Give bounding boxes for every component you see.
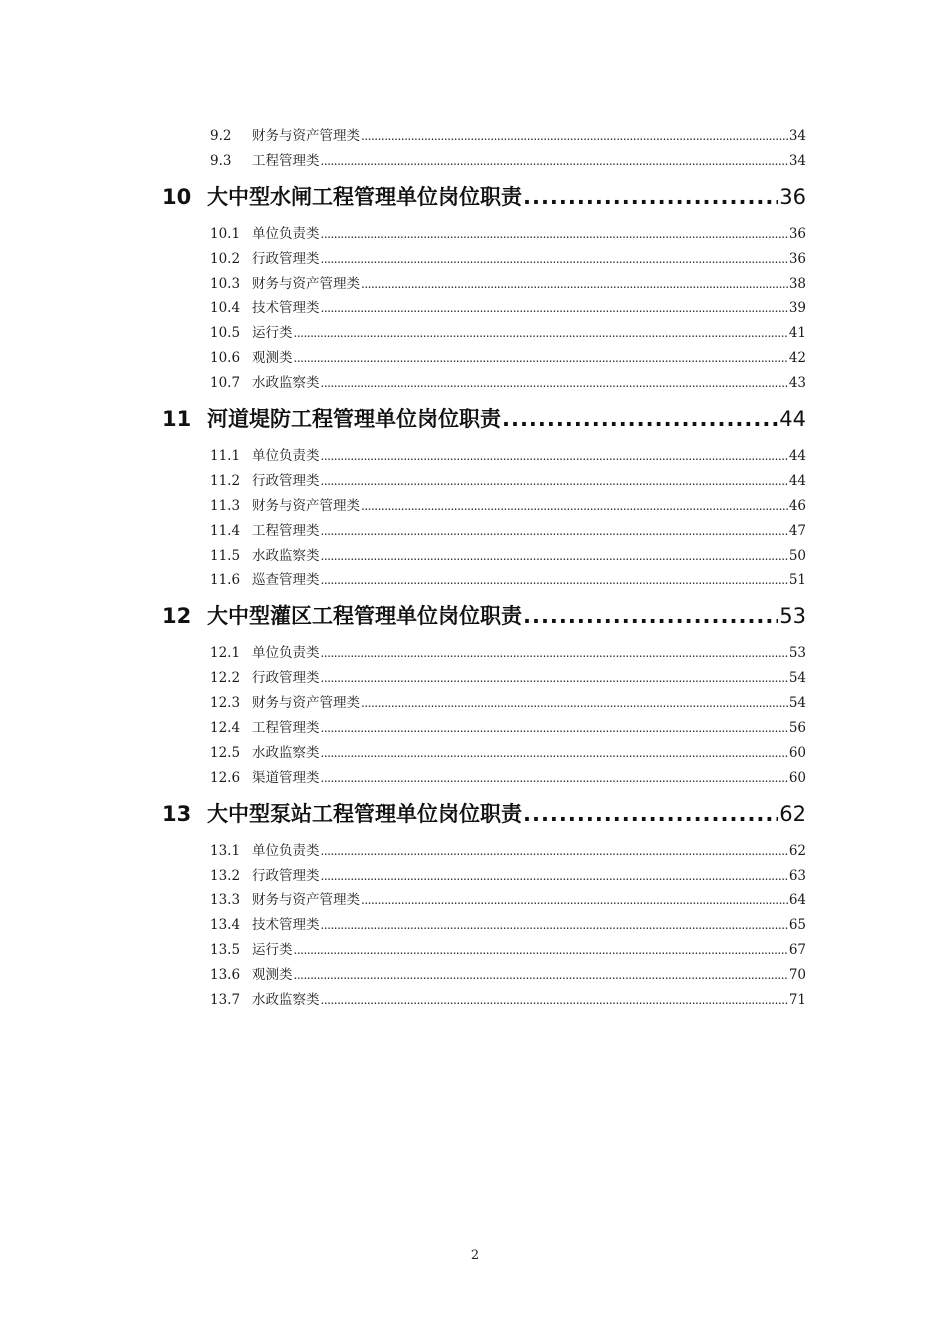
chapter-page: 44 (779, 407, 806, 432)
toc-chapter-13[interactable] (162, 797, 806, 832)
dot-leader (321, 222, 788, 247)
toc-entry-12-5[interactable] (162, 741, 806, 766)
dot-leader (321, 149, 788, 174)
toc-entry-page: 34 (788, 128, 806, 144)
toc-entry-number: 13.7 (210, 992, 241, 1009)
dot-leader (502, 402, 778, 437)
toc-entry-number: 13.4 (210, 917, 241, 934)
toc-entry-number: 11.5 (210, 547, 241, 564)
toc-entry-page: 47 (788, 522, 806, 539)
toc-entry-page: 70 (788, 967, 806, 984)
toc-entry-label: 运行类 (252, 325, 293, 342)
chapter-number: 11 (162, 407, 192, 432)
toc-entry-13-7[interactable] (162, 988, 806, 1013)
toc-entry-11-6[interactable] (162, 568, 806, 593)
dot-leader (294, 963, 788, 988)
toc-entry-label: 水政监察类 (252, 992, 320, 1009)
toc-entry-page: 44 (788, 448, 806, 465)
dot-leader (321, 988, 788, 1013)
toc-entry-number: 9.2 (210, 128, 232, 144)
toc-entry-10-4[interactable] (162, 296, 806, 321)
toc-entry-label: 工程管理类 (252, 522, 320, 539)
toc-entry-label: 财务与资产管理类 (252, 128, 360, 144)
toc-entry-label: 巡查管理类 (252, 572, 320, 589)
toc-entry-label: 单位负责类 (252, 448, 320, 465)
dot-leader (321, 839, 788, 864)
toc-entry-10-6[interactable] (162, 346, 806, 371)
toc-entry-number: 13.5 (210, 942, 241, 959)
toc-entry-number: 10.2 (210, 250, 241, 267)
toc-entry-9-2[interactable] (162, 124, 806, 149)
toc-entry-label: 工程管理类 (252, 720, 320, 737)
toc-entry-12-3[interactable] (162, 691, 806, 716)
toc-entry-page: 51 (788, 572, 806, 589)
chapter-page: 53 (779, 604, 806, 629)
toc-entry-13-3[interactable] (162, 888, 806, 913)
toc-entry-page: 65 (788, 917, 806, 934)
chapter-page: 36 (779, 184, 806, 209)
chapter-page: 62 (779, 801, 806, 826)
toc-entry-number: 11.2 (210, 472, 241, 489)
toc-entry-number: 12.2 (210, 670, 241, 687)
toc-entry-page: 42 (788, 350, 806, 367)
toc-entry-page: 60 (788, 769, 806, 786)
toc-entry-number: 11.3 (210, 497, 241, 514)
toc-entry-number: 13.6 (210, 967, 241, 984)
dot-leader (361, 124, 788, 149)
toc-entry-number: 10.1 (210, 225, 241, 242)
chapter-number: 12 (162, 604, 192, 629)
toc-entry-number: 10.5 (210, 325, 241, 342)
dot-leader (321, 766, 788, 791)
toc-entry-11-2[interactable] (162, 469, 806, 494)
toc-entry-label: 技术管理类 (252, 917, 320, 934)
dot-leader (321, 519, 788, 544)
toc-entry-page: 38 (788, 275, 806, 292)
toc-entry-13-1[interactable] (162, 839, 806, 864)
toc-entry-number: 10.4 (210, 300, 241, 317)
toc-entry-page: 62 (788, 842, 806, 859)
toc-chapter-10[interactable] (162, 180, 806, 215)
toc-entry-10-5[interactable] (162, 321, 806, 346)
toc-entry-label: 水政监察类 (252, 744, 320, 761)
toc-entry-13-2[interactable] (162, 864, 806, 889)
toc-entry-label: 观测类 (252, 350, 293, 367)
toc-entry-page: 50 (788, 547, 806, 564)
toc-entry-13-5[interactable] (162, 938, 806, 963)
toc-entry-label: 财务与资产管理类 (252, 275, 360, 292)
dot-leader (321, 913, 788, 938)
toc-entry-label: 行政管理类 (252, 867, 320, 884)
toc-entry-number: 9.3 (210, 152, 232, 169)
toc-entry-12-2[interactable] (162, 666, 806, 691)
dot-leader (321, 247, 788, 272)
toc-entry-10-7[interactable] (162, 371, 806, 396)
chapter-title: 大中型泵站工程管理单位岗位职责 (207, 801, 522, 826)
toc-entry-12-1[interactable] (162, 641, 806, 666)
dot-leader (361, 691, 788, 716)
chapter-title: 大中型水闸工程管理单位岗位职责 (207, 184, 522, 209)
toc-entry-page: 54 (788, 695, 806, 712)
toc-entry-page: 54 (788, 670, 806, 687)
toc-chapter-11[interactable] (162, 402, 806, 437)
page-number: 2 (470, 1248, 480, 1263)
dot-leader (294, 938, 788, 963)
toc-entry-label: 财务与资产管理类 (252, 892, 360, 909)
dot-leader (321, 371, 788, 396)
dot-leader (321, 544, 788, 569)
toc-entry-10-2[interactable] (162, 247, 806, 272)
chapter-title: 大中型灌区工程管理单位岗位职责 (207, 604, 522, 629)
toc-entry-label: 工程管理类 (252, 152, 320, 169)
dot-leader (523, 180, 778, 215)
dot-leader (294, 321, 788, 346)
toc-entry-label: 单位负责类 (252, 842, 320, 859)
toc-entry-number: 13.1 (210, 842, 241, 859)
toc-chapter-12[interactable] (162, 599, 806, 634)
toc-entry-12-4[interactable] (162, 716, 806, 741)
dot-leader (361, 888, 788, 913)
toc-entry-label: 运行类 (252, 942, 293, 959)
toc-entry-page: 39 (788, 300, 806, 317)
toc-entry-page: 63 (788, 867, 806, 884)
dot-leader (321, 568, 788, 593)
toc-entry-label: 行政管理类 (252, 472, 320, 489)
dot-leader (523, 599, 778, 634)
toc-entry-number: 12.5 (210, 744, 241, 761)
toc-entry-9-3[interactable] (162, 149, 806, 174)
dot-leader (523, 797, 778, 832)
dot-leader (321, 864, 788, 889)
toc-entry-page: 44 (788, 472, 806, 489)
toc-entry-13-4[interactable] (162, 913, 806, 938)
toc-entry-page: 36 (788, 250, 806, 267)
dot-leader (361, 272, 788, 297)
toc-entry-number: 10.7 (210, 375, 241, 392)
toc-entry-number: 13.3 (210, 892, 241, 909)
dot-leader (321, 666, 788, 691)
toc-entry-11-4[interactable] (162, 519, 806, 544)
dot-leader (294, 346, 788, 371)
toc-entry-page: 53 (788, 645, 806, 662)
toc-entry-label: 观测类 (252, 967, 293, 984)
toc-entry-page: 36 (788, 225, 806, 242)
toc-entry-page: 67 (788, 942, 806, 959)
toc-entry-12-6[interactable] (162, 766, 806, 791)
dot-leader (321, 716, 788, 741)
toc-entry-10-3[interactable] (162, 272, 806, 297)
toc-entry-label: 水政监察类 (252, 375, 320, 392)
toc-entry-number: 13.2 (210, 867, 241, 884)
toc-entry-11-5[interactable] (162, 544, 806, 569)
toc-entry-number: 11.6 (210, 572, 241, 589)
toc-entry-number: 10.3 (210, 275, 241, 292)
toc-entry-10-1[interactable] (162, 222, 806, 247)
toc-entry-page: 56 (788, 720, 806, 737)
toc-entry-page: 46 (788, 497, 806, 514)
chapter-title: 河道堤防工程管理单位岗位职责 (207, 407, 501, 432)
chapter-number: 10 (162, 184, 192, 209)
toc-entry-number: 12.1 (210, 645, 241, 662)
toc-entry-page: 41 (788, 325, 806, 342)
dot-leader (321, 741, 788, 766)
dot-leader (321, 469, 788, 494)
dot-leader (321, 296, 788, 321)
dot-leader (321, 444, 788, 469)
toc-entry-page: 71 (788, 992, 806, 1009)
toc-entry-page: 34 (788, 152, 806, 169)
table-of-contents (162, 124, 806, 1013)
toc-entry-13-6[interactable] (162, 963, 806, 988)
toc-entry-number: 10.6 (210, 350, 241, 367)
dot-leader (361, 494, 788, 519)
toc-entry-label: 水政监察类 (252, 547, 320, 564)
toc-entry-page: 60 (788, 744, 806, 761)
toc-entry-number: 12.6 (210, 769, 241, 786)
dot-leader (321, 641, 788, 666)
toc-entry-label: 单位负责类 (252, 225, 320, 242)
toc-entry-label: 财务与资产管理类 (252, 695, 360, 712)
toc-entry-label: 财务与资产管理类 (252, 497, 360, 514)
toc-entry-11-3[interactable] (162, 494, 806, 519)
chapter-number: 13 (162, 801, 192, 826)
toc-entry-page: 64 (788, 892, 806, 909)
toc-entry-label: 行政管理类 (252, 250, 320, 267)
toc-entry-label: 行政管理类 (252, 670, 320, 687)
toc-entry-11-1[interactable] (162, 444, 806, 469)
toc-entry-number: 11.4 (210, 522, 241, 539)
toc-entry-page: 43 (788, 375, 806, 392)
toc-entry-label: 单位负责类 (252, 645, 320, 662)
toc-entry-label: 渠道管理类 (252, 769, 320, 786)
toc-entry-number: 12.3 (210, 695, 241, 712)
toc-entry-label: 技术管理类 (252, 300, 320, 317)
toc-entry-number: 11.1 (210, 448, 241, 465)
toc-entry-number: 12.4 (210, 720, 241, 737)
